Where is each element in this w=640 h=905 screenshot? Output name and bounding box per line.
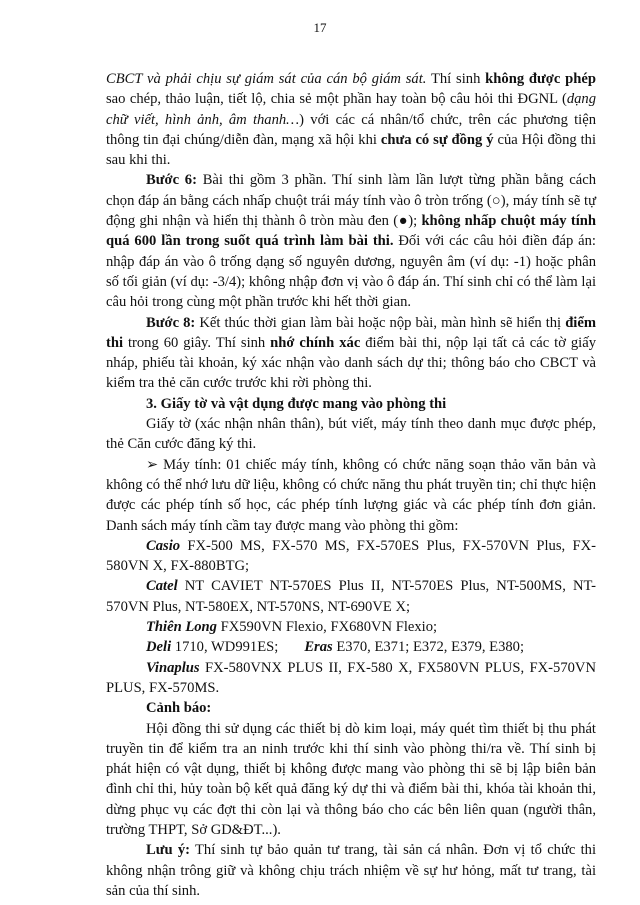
eras-models: E370, E371; E372, E379, E380; <box>332 639 525 656</box>
page-body <box>106 69 596 901</box>
page-number: 17 <box>313 20 327 35</box>
vinaplus-models: FX-580VNX PLUS II, FX-580 X, FX580VN PLUS, FX-570VN PLUS, FX-570MS. <box>106 659 596 696</box>
note-text: Thí sinh tự bảo quản tư trang, tài sản cá nhân. Đơn vị tổ chức thi không nhận trông giữ và không chịu trách nhiệm về sự hư hỏng, mất tư trang, tài sản của thí sinh. <box>106 842 596 899</box>
catel-models: NT CAVIET NT-570ES Plus II, NT-570ES Plus, NT-500MS, NT-570VN Plus, NT-580EX, NT-570NS, NT-690VE X; <box>106 578 596 615</box>
step8-bold-1: điểm thi <box>106 314 596 351</box>
casio-list <box>106 536 596 577</box>
intro-bold-1: không được phép <box>485 71 596 87</box>
deli-models: 1710, WD991ES; <box>171 639 279 656</box>
intro-text-3: ) với các cá nhân/tổ chức, trên các phương tiện thông tin đại chúng/diễn đàn, mạng xã hội khi <box>106 111 596 148</box>
documents-paragraph: Giấy tờ (xác nhận nhân thân), bút viết, máy tính theo danh mục được phép, thẻ Căn cước đăng ký thi. <box>106 416 596 453</box>
intro-bold-2: chưa có sự đồng ý <box>380 131 494 148</box>
casio-models: FX-500 MS, FX-570 MS, FX-570ES Plus, FX-570VN Plus, FX-580VN X, FX-880BTG; <box>106 537 596 575</box>
deli-eras-list <box>106 637 596 657</box>
step6-label: Bước 6: <box>146 172 197 189</box>
intro-paragraph <box>106 69 596 170</box>
step8-label: Bước 8: <box>146 314 196 331</box>
step8-text-3: điểm bài thi, nộp lại tất cả các tờ giấy nháp, phiếu tài khoản, ký xác nhận vào danh sách dự thi; thông báo cho CBCT và kiểm tra thẻ căn cước trước khi rời phòng thi. <box>106 334 596 392</box>
thienlong-brand: Thiên Long <box>146 619 217 636</box>
step6-text-1: Bài thi gồm 3 phần. Thí sinh làm lần lượt từng phần bằng cách chọn đáp án bằng cách nhấp chuột trái máy tính vào ô tròn trống (○), máy tính sẽ tự động ghi nhận và hiển thị thành ô tròn màu đen (●); <box>106 172 597 230</box>
step6-paragraph <box>106 170 596 312</box>
note-label: Lưu ý: <box>146 842 191 859</box>
vinaplus-brand: Vinaplus <box>146 659 200 676</box>
intro-italic: CBCT và phải chịu sự giám sát của cán bộ giám sát. <box>106 71 427 87</box>
catel-brand: Catel <box>146 578 178 595</box>
casio-brand: Casio <box>146 537 181 554</box>
section3-heading: 3. Giấy tờ và vật dụng được mang vào phòng thi <box>146 395 447 412</box>
thienlong-list <box>106 617 596 637</box>
step8-paragraph <box>106 313 596 394</box>
intro-italic-paren: dạng chữ viết, hình ảnh, âm thanh… <box>106 91 596 128</box>
eras-brand: Eras <box>304 639 333 656</box>
warning-heading: Cảnh báo: <box>146 700 212 717</box>
thienlong-models: FX590VN Flexio, FX680VN Flexio; <box>216 619 438 636</box>
note-paragraph <box>106 840 596 901</box>
catel-list <box>106 576 596 617</box>
step6-text-2: Đối với các câu hỏi điền đáp án: nhập đáp án vào ô trống dạng số nguyên dương, nguyên âm (ví dụ: -1) hoặc phân số tối giản (ví dụ: -3/4); không nhập đơn vị vào ô đáp án. Thí sinh chỉ có thể làm lại câu hỏi trong cùng một phần trước khi hết thời gian. <box>106 233 596 311</box>
intro-text-4: của Hội đồng thi sau khi thi. <box>106 131 596 169</box>
step8-bold-2: nhớ chính xác <box>270 334 361 351</box>
calculator-paragraph: ➢ Máy tính: 01 chiếc máy tính, không có chức năng soạn thảo văn bản và không có thể nhớ lưu dữ liệu, không có chức năng thu phát truyền tin; chỉ thực hiện được các phép tính số học, các phép tính lượng giác và các phép tính đơn giản. Danh sách máy tính cầm tay được mang vào phòng thi gồm: <box>106 456 596 534</box>
step8-text-1: Kết thúc thời gian làm bài hoặc nộp bài, màn hình sẽ hiển thị <box>195 314 566 331</box>
warning-paragraph: Hội đồng thi sử dụng các thiết bị dò kim loại, máy quét tìm thiết bị thu phát truyền tin để kiểm tra an ninh trước khi thí sinh vào phòng thi/ra về. Thí sinh bị phát hiện có vật dụng, thiết bị không được mang vào phòng thi sẽ bị lập biên bản đình chỉ thi, hủy toàn bộ kết quả đăng ký dự thi và điểm bài thi, khóa tài khoản thi, dừng phục vụ các đợt thi còn lại và thông báo cho các bên liên quan (người thân, trường THPT, Sở GD&ĐT...). <box>106 720 596 838</box>
step6-bold: không nhấp chuột máy tính quá 600 lần trong suốt quá trình làm bài thi. <box>106 213 596 250</box>
step8-text-2: trong 60 giây. Thí sinh <box>123 334 271 351</box>
intro-text-2: sao chép, thảo luận, tiết lộ, chia sẻ một phần hay toàn bộ câu hỏi thi ĐGNL ( <box>106 91 567 108</box>
vinaplus-list <box>106 658 596 699</box>
intro-text-1: Thí sinh <box>426 71 486 87</box>
deli-brand: Deli <box>146 639 172 656</box>
